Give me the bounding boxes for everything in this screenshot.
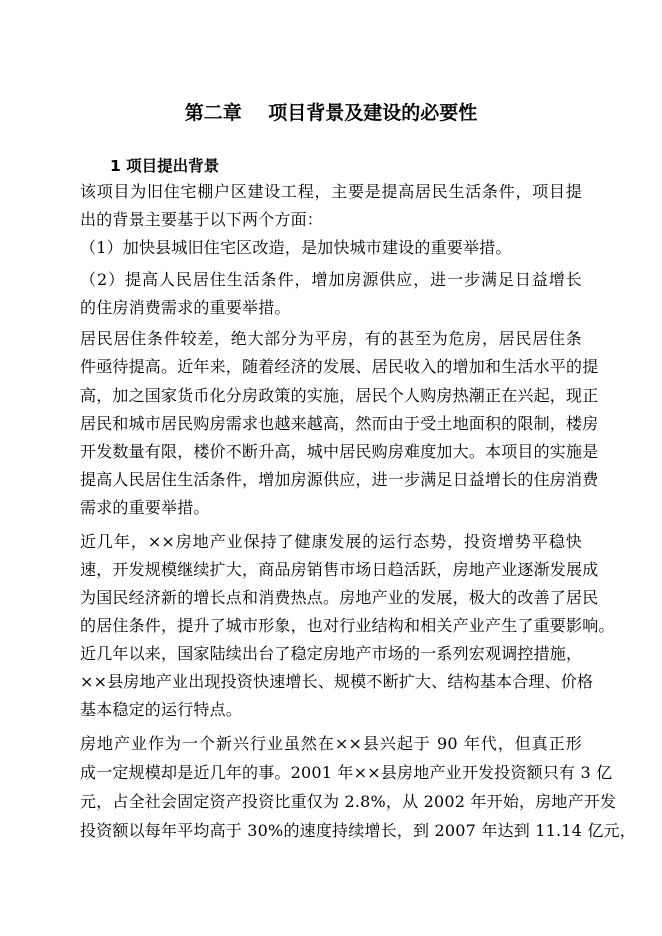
paragraph-line: 居民和城市居民购房需求也越来越高，然而由于受土地面积的限制，楼房 (80, 414, 599, 433)
paragraph-line: 该项目为旧住宅棚户区建设工程，主要是提高居民生活条件，项目提 (80, 182, 582, 201)
paragraph-line: 开发数量有限，楼价不断升高，城中居民购房难度加大。本项目的实施是 (80, 442, 599, 461)
paragraph-line: 房地产业作为一个新兴行业虽然在××县兴起于 90 年代，但真正形 (80, 734, 582, 753)
chapter-title: 第二章 项目背景及建设的必要性 (184, 102, 478, 124)
paragraph-line: 近几年，××房地产业保持了健康发展的运行态势，投资增势平稳快 (80, 532, 582, 551)
paragraph-line: 居民居住条件较差，绝大部分为平房，有的甚至为危房，居民居住条 (80, 329, 582, 348)
paragraph-line: ××县房地产业出现投资快速增长、规模不断扩大、结构基本合理、价格 (80, 672, 594, 691)
paragraph-line: 出的背景主要基于以下两个方面： (80, 210, 324, 229)
paragraph-line: 基本稳定的运行特点。 (80, 700, 243, 719)
paragraph-line: （2）提高人民居住生活条件，增加房源供应，进一步满足日益增长 (80, 270, 582, 289)
paragraph-line: 高，加之国家货币化分房政策的实施，居民个人购房热潮正在兴起，现正 (80, 386, 599, 405)
paragraph-line: 近几年以来，国家陆续出台了稳定房地产市场的一系列宏观调控措施， (80, 644, 583, 663)
paragraph-line: （1）加快县城旧住宅区改造，是加快城市建设的重要举措。 (80, 238, 512, 257)
paragraph-line: 元，占全社会固定资产投资比重仅为 2.8%，从 2002 年开始，房地产开发 (80, 792, 617, 811)
paragraph-line: 投资额以每年平均高于 30%的速度持续增长，到 2007 年达到 11.14 亿元， (80, 821, 636, 840)
paragraph-line: 需求的重要举措。 (80, 498, 210, 517)
paragraph-line: 提高人民居住生活条件，增加房源供应，进一步满足日益增长的住房消费 (80, 470, 599, 489)
paragraph-line: 的住房消费需求的重要举措。 (80, 298, 291, 317)
paragraph-line: 的居住条件，提升了城市形象，也对行业结构和相关产业产生了重要影响。 (80, 616, 615, 635)
paragraph-line: 速，开发规模继续扩大，商品房销售市场日趋活跃，房地产业逐渐发展成 (80, 560, 599, 579)
section-heading: 1 项目提出背景 (110, 157, 220, 175)
paragraph-line: 件亟待提高。近年来，随着经济的发展、居民收入的增加和生活水平的提 (80, 357, 599, 376)
paragraph-line: 成一定规模却是近几年的事。2001 年××县房地产业开发投资额只有 3 亿 (80, 763, 613, 782)
paragraph-line: 为国民经济新的增长点和消费热点。房地产业的发展，极大的改善了居民 (80, 588, 599, 607)
